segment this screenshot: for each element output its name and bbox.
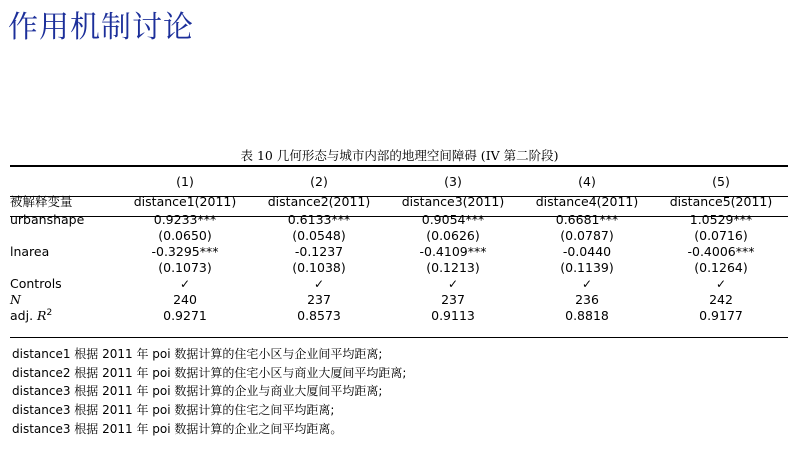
dep-var-name: distance5(2011) [669, 194, 773, 209]
check-icon: ✓ [447, 277, 459, 291]
row-label: N [10, 292, 21, 307]
check-icon: ✓ [581, 277, 593, 291]
note-line: distance3 根据 2011 年 poi 数据计算的企业与商业大厦间平均距离; [12, 384, 383, 399]
column-number: (3) [444, 174, 462, 189]
table-caption [0, 146, 799, 164]
coef-cell: -0.4109*** [419, 244, 487, 259]
coef-cell: -0.3295*** [151, 244, 219, 259]
check-icon: ✓ [313, 277, 325, 291]
coef-cell: 1.0529*** [689, 212, 753, 227]
note-line: distance2 根据 2011 年 poi 数据计算的住宅小区与商业大厦间平均距离; [12, 365, 407, 380]
coef-cell: 0.9054*** [421, 212, 485, 227]
adj-r2-row [10, 308, 788, 324]
row-label: urbanshape [10, 212, 85, 227]
note-line: distance1 根据 2011 年 poi 数据计算的住宅小区与企业间平均距离; [12, 347, 383, 361]
n-cell: 236 [575, 292, 599, 307]
row-label: lnarea [10, 244, 50, 259]
n-cell: 237 [441, 292, 465, 307]
dependent-variable-row [10, 192, 788, 212]
note-line: distance3 根据 2011 年 poi 数据计算的企业之间平均距离。 [12, 421, 343, 436]
row-label: Controls [10, 276, 62, 291]
column-number-row [10, 172, 788, 192]
se-row-urbanshape [10, 228, 788, 244]
se-cell: (0.1073) [158, 260, 212, 275]
table-caption-text: 表 10 几何形态与城市内部的地理空间障碍 (IV 第二阶段) [240, 148, 559, 163]
se-cell: (0.1264) [694, 260, 748, 275]
coef-row-lnarea [10, 244, 788, 260]
empty-header-cell [10, 172, 118, 192]
column-number: (4) [578, 174, 596, 189]
note-line: distance3 根据 2011 年 poi 数据计算的住宅之间平均距离; [12, 403, 335, 418]
table-top-rule [10, 165, 788, 167]
se-cell: (0.0650) [158, 228, 212, 243]
se-cell: (0.1213) [426, 260, 480, 275]
se-cell: (0.0716) [694, 228, 748, 243]
r2-cell: 0.8573 [297, 308, 341, 323]
table-notes [12, 345, 406, 439]
se-cell: (0.0787) [560, 228, 614, 243]
dep-var-name: distance1(2011) [133, 194, 237, 209]
coef-row-urbanshape [10, 212, 788, 228]
r2-cell: 0.9113 [431, 308, 475, 323]
coef-cell: 0.6681*** [555, 212, 619, 227]
se-cell: (0.0626) [426, 228, 480, 243]
coef-cell: 0.9233*** [153, 212, 217, 227]
dep-var-name: distance4(2011) [535, 194, 639, 209]
regression-table [10, 172, 788, 324]
slide-title: 作用机制讨论 [8, 10, 194, 45]
dep-var-label: 被解释变量 [10, 194, 73, 209]
n-cell: 242 [709, 292, 733, 307]
table-bottom-rule [10, 337, 788, 338]
r2-cell: 0.8818 [565, 308, 609, 323]
coef-cell: -0.4006*** [687, 244, 755, 259]
column-number: (2) [310, 174, 328, 189]
r2-cell: 0.9177 [699, 308, 743, 323]
se-row-lnarea [10, 260, 788, 276]
controls-row [10, 276, 788, 292]
r2-label-prefix: adj. [10, 308, 38, 323]
coef-cell: -0.1237 [294, 244, 344, 259]
se-cell: (0.1139) [560, 260, 614, 275]
column-number: (1) [176, 174, 194, 189]
row-label [10, 308, 118, 324]
coef-cell: 0.6133*** [287, 212, 351, 227]
n-cell: 237 [307, 292, 331, 307]
n-cell: 240 [173, 292, 197, 307]
check-icon: ✓ [179, 277, 191, 291]
se-cell: (0.1038) [292, 260, 346, 275]
r2-cell: 0.9271 [163, 308, 207, 323]
check-icon: ✓ [715, 277, 727, 291]
dep-var-name: distance3(2011) [401, 194, 505, 209]
n-row [10, 292, 788, 308]
dep-var-name: distance2(2011) [267, 194, 371, 209]
column-number: (5) [712, 174, 730, 189]
r2-label-sup: 2 [46, 307, 53, 318]
coef-cell: -0.0440 [562, 244, 612, 259]
r2-label-symbol: R [37, 308, 47, 323]
se-cell: (0.0548) [292, 228, 346, 243]
